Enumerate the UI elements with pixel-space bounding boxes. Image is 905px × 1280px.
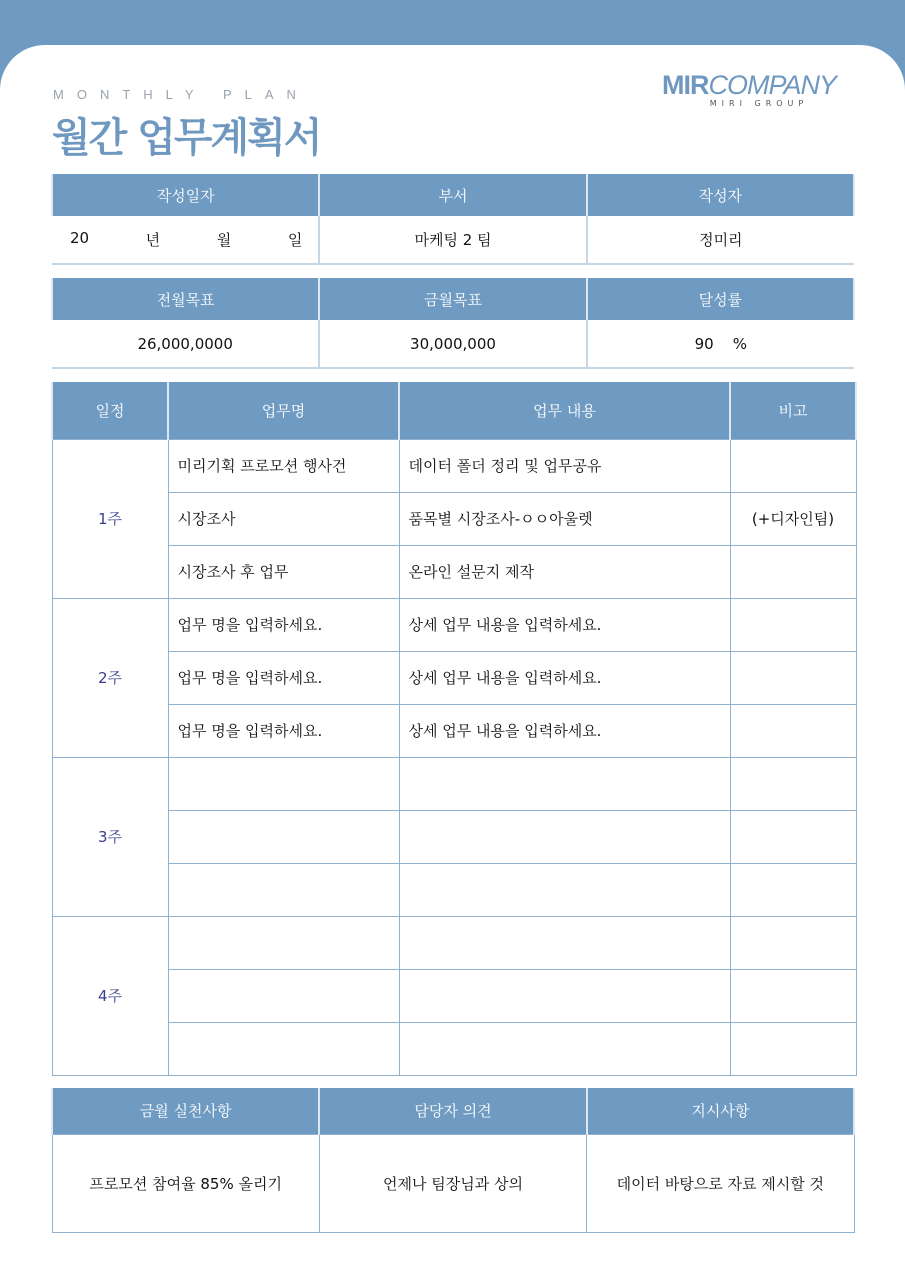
task-content-cell[interactable]	[399, 863, 730, 916]
year-label: 년	[145, 231, 161, 249]
task-name-cell[interactable]	[168, 969, 399, 1022]
task-name-cell[interactable]	[168, 757, 399, 810]
task-name-cell[interactable]: 시장조사	[168, 492, 399, 545]
header-task-name: 업무명	[168, 382, 399, 439]
note-cell[interactable]	[730, 757, 856, 810]
task-content-cell[interactable]: 품목별 시장조사-ㅇㅇ아울렛	[399, 492, 730, 545]
task-name-cell[interactable]	[168, 1022, 399, 1075]
task-name-cell[interactable]: 미리기획 프로모션 행사건	[168, 439, 399, 492]
header-dept: 부서	[319, 174, 586, 216]
task-content-cell[interactable]	[399, 1022, 730, 1075]
task-name-cell[interactable]	[168, 916, 399, 969]
page-title: 월간 업무계획서	[52, 115, 321, 161]
table-row	[52, 916, 856, 969]
info-table	[51, 174, 855, 265]
table-row	[52, 598, 856, 651]
table-row	[52, 969, 856, 1022]
author-field[interactable]: 정미리	[587, 216, 854, 264]
note-cell[interactable]	[730, 916, 856, 969]
header-schedule: 일정	[52, 382, 168, 439]
header-practice: 금월 실천사항	[52, 1088, 319, 1134]
rate-field[interactable]	[587, 320, 854, 368]
header-author: 작성자	[587, 174, 854, 216]
note-cell[interactable]	[730, 863, 856, 916]
date-field[interactable]	[52, 216, 319, 264]
week-label: 2주	[52, 598, 168, 757]
prev-goal-field[interactable]: 26,000,0000	[52, 320, 319, 368]
task-content-cell[interactable]: 데이터 폴더 정리 및 업무공유	[399, 439, 730, 492]
task-content-cell[interactable]	[399, 810, 730, 863]
note-cell[interactable]	[730, 598, 856, 651]
task-content-cell[interactable]: 상세 업무 내용을 입력하세요.	[399, 598, 730, 651]
note-cell[interactable]	[730, 545, 856, 598]
note-cell[interactable]	[730, 1022, 856, 1075]
practice-field[interactable]: 프로모션 참여율 85% 올리기	[52, 1134, 319, 1232]
table-row	[52, 704, 856, 757]
note-cell[interactable]	[730, 651, 856, 704]
table-row	[52, 1022, 856, 1075]
day-label: 일	[287, 231, 303, 249]
task-name-cell[interactable]: 업무 명을 입력하세요.	[168, 704, 399, 757]
task-name-cell[interactable]: 업무 명을 입력하세요.	[168, 598, 399, 651]
table-row	[52, 757, 856, 810]
header-task-content: 업무 내용	[399, 382, 730, 439]
table-row	[52, 439, 856, 492]
company-logo	[662, 70, 836, 108]
instruction-field[interactable]: 데이터 바탕으로 자료 제시할 것	[587, 1134, 854, 1232]
note-cell[interactable]	[730, 969, 856, 1022]
header-note: 비고	[730, 382, 856, 439]
table-row	[52, 863, 856, 916]
opinion-field[interactable]: 언제나 팀장님과 상의	[319, 1134, 586, 1232]
header-date: 작성일자	[52, 174, 319, 216]
table-row	[52, 651, 856, 704]
task-content-cell[interactable]: 상세 업무 내용을 입력하세요.	[399, 651, 730, 704]
task-content-cell[interactable]	[399, 916, 730, 969]
task-content-cell[interactable]: 상세 업무 내용을 입력하세요.	[399, 704, 730, 757]
task-content-cell[interactable]: 온라인 설문지 제작	[399, 545, 730, 598]
task-content-cell[interactable]	[399, 969, 730, 1022]
note-cell[interactable]	[730, 439, 856, 492]
task-name-cell[interactable]	[168, 863, 399, 916]
header-curr-goal: 금월목표	[319, 278, 586, 320]
rate-unit: %	[732, 334, 748, 353]
header-instruction: 지시사항	[587, 1088, 854, 1134]
dept-field[interactable]: 마케팅 2 팀	[319, 216, 586, 264]
task-name-cell[interactable]: 업무 명을 입력하세요.	[168, 651, 399, 704]
week-label: 4주	[52, 916, 168, 1075]
table-row	[52, 810, 856, 863]
task-name-cell[interactable]: 시장조사 후 업무	[168, 545, 399, 598]
subtitle: MONTHLY PLAN	[53, 87, 309, 102]
logo-mark: MIR	[662, 70, 709, 100]
task-name-cell[interactable]	[168, 810, 399, 863]
summary-table	[51, 1088, 855, 1233]
goals-table	[51, 278, 855, 369]
rate-value: 90	[694, 334, 714, 353]
note-cell[interactable]	[730, 810, 856, 863]
logo-text: COMPANY	[708, 70, 837, 100]
note-cell[interactable]: (+디자인팀)	[730, 492, 856, 545]
month-label: 월	[216, 231, 232, 249]
week-label: 1주	[52, 439, 168, 598]
header-rate: 달성률	[587, 278, 854, 320]
task-content-cell[interactable]	[399, 757, 730, 810]
header-prev-goal: 전월목표	[52, 278, 319, 320]
schedule-table	[51, 382, 857, 1076]
curr-goal-field[interactable]: 30,000,000	[319, 320, 586, 368]
note-cell[interactable]	[730, 704, 856, 757]
header-opinion: 담당자 의견	[319, 1088, 586, 1134]
logo-subtext: MIRI GROUP	[709, 99, 809, 108]
table-row	[52, 545, 856, 598]
year-value: 20	[70, 229, 90, 247]
table-row	[52, 492, 856, 545]
week-label: 3주	[52, 757, 168, 916]
